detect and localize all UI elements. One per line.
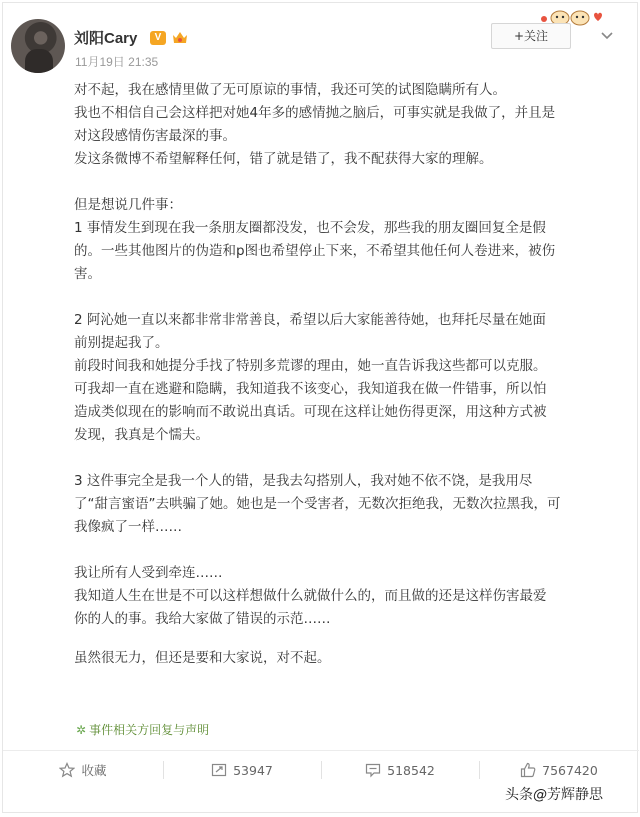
post-line: 前段时间我和她提分手找了特别多荒谬的理由，她一直告诉我这些都可以克服。 bbox=[74, 358, 547, 374]
post-line: 的。一些其他图片的伪造和p图也希望停止下来，不希望其他任何人卷进来，被伤 bbox=[74, 243, 556, 259]
related-statement-label: 事件相关方回复与声明 bbox=[89, 723, 210, 737]
comment-button[interactable] bbox=[321, 751, 479, 789]
post-line: 我像疯了一样…… bbox=[74, 519, 182, 535]
chevron-down-icon[interactable] bbox=[599, 27, 615, 43]
post-line: 对不起，我在感情里做了无可原谅的事情，我还可笑的试图隐瞒所有人。 bbox=[74, 82, 506, 98]
source-watermark bbox=[505, 784, 603, 804]
like-count: 7567420 bbox=[542, 762, 598, 778]
star-icon bbox=[59, 762, 75, 778]
favorite-label: 收藏 bbox=[81, 763, 107, 778]
watermark-at: @ bbox=[533, 787, 547, 803]
favorite-button[interactable] bbox=[3, 751, 163, 789]
member-crown-icon bbox=[171, 30, 189, 46]
post-line: 你的人的事。我给大家做了错误的示范…… bbox=[74, 611, 331, 627]
clover-icon: ✲ bbox=[76, 723, 87, 737]
weibo-post-card bbox=[2, 2, 638, 813]
post-header bbox=[3, 3, 639, 77]
post-line: 1 事情发生到现在我一条朋友圈都没发，也不会发，那些我的朋友圈回复全是假 bbox=[74, 220, 546, 236]
post-line: 前别提起我了。 bbox=[74, 335, 169, 351]
post-line: 虽然很无力，但还是要和大家说，对不起。 bbox=[74, 650, 331, 666]
avatar[interactable] bbox=[11, 19, 65, 73]
post-line: 发这条微博不希望解释任何，错了就是错了，我不配获得大家的理解。 bbox=[74, 151, 493, 167]
post-line: 3 这件事完全是我一个人的错，是我去勾搭别人，我对她不依不饶，是我用尽 bbox=[74, 473, 533, 489]
thumbs-up-icon bbox=[520, 762, 536, 778]
watermark-account: 芳辉静思 bbox=[547, 787, 603, 803]
username[interactable]: 刘阳Cary bbox=[74, 30, 138, 47]
comment-icon bbox=[365, 762, 381, 778]
comment-count: 518542 bbox=[387, 762, 435, 778]
post-line: 造成类似现在的影响而不敢说出真话。可现在这样让她伤得更深，用这种方式被 bbox=[74, 404, 547, 420]
post-line: 我让所有人受到牵连…… bbox=[74, 565, 223, 581]
post-line: 对这段感情伤害最深的事。 bbox=[74, 128, 236, 144]
verified-icon: V bbox=[150, 31, 166, 45]
post-line: 2 阿沁她一直以来都非常非常善良，希望以后大家能善待她，也拜托尽量在她面 bbox=[74, 312, 546, 328]
repost-button[interactable] bbox=[163, 751, 321, 789]
post-line: 但是想说几件事： bbox=[74, 197, 182, 213]
post-line: 害。 bbox=[74, 266, 101, 282]
post-timestamp[interactable]: 11月19日 21:35 bbox=[75, 55, 159, 69]
post-line: 了“甜言蜜语”去哄骗了她。她也是一个受害者，无数次拒绝我，无数次拉黑我，可 bbox=[74, 496, 561, 512]
post-line: 我也不相信自己会这样把对她4年多的感情抛之脑后，可事实就是我做了，并且是 bbox=[74, 105, 556, 121]
repost-icon bbox=[211, 762, 227, 778]
post-line: 我知道人生在世是不可以这样想做什么就做什么的，而且做的还是这样伤害最爱 bbox=[74, 588, 547, 604]
watermark-prefix: 头条 bbox=[505, 787, 533, 803]
post-line: 发现，我真是个懦夫。 bbox=[74, 427, 209, 443]
post-line: 可我却一直在逃避和隐瞒，我知道我不该变心，我知道我在做一件错事，所以怕 bbox=[74, 381, 547, 397]
follow-label: +关注 bbox=[513, 29, 549, 43]
related-statement-link[interactable] bbox=[76, 721, 209, 738]
post-text bbox=[74, 79, 619, 670]
repost-count: 53947 bbox=[233, 762, 273, 778]
action-bar bbox=[3, 750, 639, 788]
follow-button[interactable] bbox=[491, 23, 571, 49]
